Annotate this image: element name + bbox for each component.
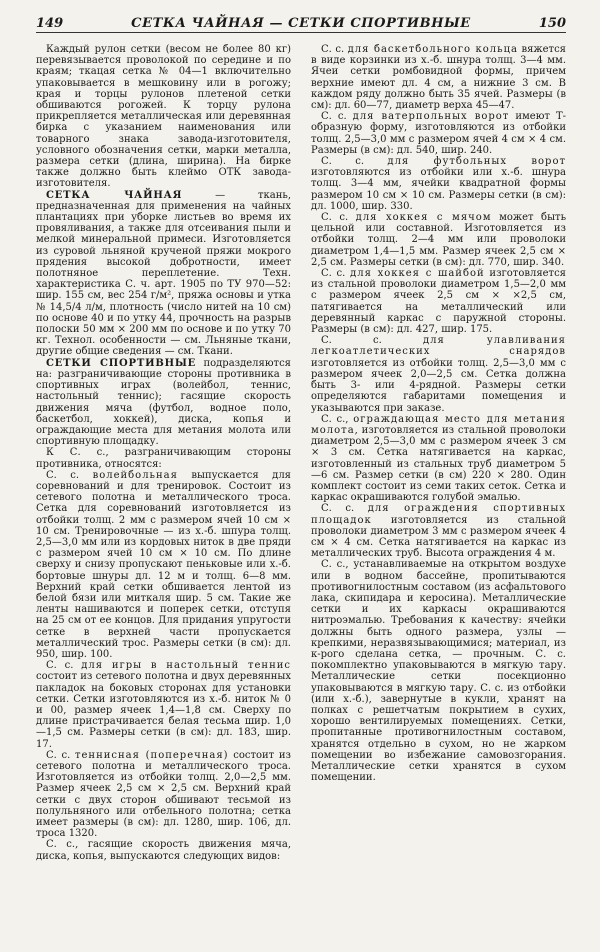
paragraph-text: , изготовляется из стальной проволоки диаметром 2,5—3,0 мм с размером ячеек 3 см × 3 см. Сетка натягивается на каркас, изготовленный из стальных труб диаметром 5—6 см. Размер сетки (в см) 220 × 280. Один комплект состоит из семи таких сеток. Сетка и каркас окрашиваются голубой эмалью. [311, 424, 566, 504]
paragraph-text: состоит из сетевого полотна и двух деревянных пакладок на боковых сторонах для установки сетки. Сетки изготовляются из х.-б. ниток № 0 и 00, размер ячеек 1,4—1,8 см. Сверху по длине пристрачивается белая тесьма шир. 1,0—1,5 см. Размеры сетки (в см): дл. 183, шир. 17. [36, 671, 291, 750]
left-column [36, 44, 291, 940]
spaced-term: для хоккея с мячом [355, 212, 492, 224]
paragraph-text: вяжется в виде корзинки из х.-б. шнура толщ. 3—4 мм. Ячеи сетки ромбовидной формы, причем верхние имеют дл. 4 см, а нижние 3 см. В каждом ряду должно быть 35 ячей. Размеры (в см): дл. 60—77, диаметр верха 45—47. [311, 44, 566, 112]
spaced-term: для игры в настольный теннис [81, 660, 291, 672]
entry-lead: С. с. [46, 469, 93, 481]
paragraph [311, 44, 566, 111]
paragraph-text: — ткань, предназначенная для применения на чайных плантациях при уборке листьев во время их провяливания, а также для отсеивания пыли и мелкой минеральной примеси. Изготовляется из суровой льняной крученой пряжи мокрого прядения высокой добротности, имеет полотняное переплетение. Техн. характеристика С. ч. арт. 1905 по ТУ 970—52: шир. 155 см, вес 254 г/м², пряжа основы и утка № 14,5/4 л/м, плотность (число нитей на 10 см) по основе 40 и по утку 44, прочность на разрыв полоски 50 мм × 200 мм по основе и по утку 70 кг. Технол. особенности — см. Льняные ткани, другие общие сведения — см. Ткани. [36, 189, 291, 358]
paragraph-text: Каждый рулон сетки (весом не более 80 кг) перевязывается проволокой по середине и по краям; ткацая сетка № 04—1 включительно упаковывается в мешковину или в рогожу; края и торцы рулонов плетеной сетки обшиваются рогожей. К торцу рулона прикрепляется металлическая или деревянная бирка с указанием наименования или товарного знака завода-изготовителя, условного обозначения сетки, марки металла, размера сетки (длина, ширина). На бирке также должно быть клеймо ОТК завода-изготовителя. [36, 44, 291, 190]
paragraph [36, 447, 291, 469]
paragraph-text: может быть цельной или составной. Изготовляется из отбойки толщ. 2—4 мм или проволоки диаметром 1,4—1,5 мм. Размер ячеек 2,5 см × 2,5 см. Размеры сетки (в см): дл. 770, шир. 340. [311, 212, 566, 268]
page-number-left: 149 [36, 16, 64, 31]
right-column [311, 44, 566, 940]
paragraph [36, 470, 291, 660]
paragraph [36, 660, 291, 750]
paragraph [311, 414, 566, 504]
paragraph [36, 750, 291, 840]
paragraph-text: К С. с., разграничивающим стороны противника, относятся: [36, 447, 291, 470]
paragraph-text: имеют Т-образную форму, изготовляются из отбойки толщ. 2,5—3,0 мм с размером ячей 4 см × 4 см. Размеры (в см): дл. 540, шир. 240. [311, 111, 566, 156]
entry-lead: С. с. [321, 111, 353, 123]
paragraph-text: состоит из сетевого полотна и металлического троса. Изготовляется из отбойки толщ. 2,0—2,5 мм. Размер ячеек 2,5 см × 2,5 см. Верхний край сетки с двух сторон обшивают тесьмой из полульняного или отбельного полотна; сетка имеет размеры (в см): дл. 1280, шир. 106, дл. троса 1320. [36, 749, 291, 840]
paragraph [36, 190, 291, 358]
entry-headword: СЕТКИ СПОРТИВНЫЕ [46, 357, 197, 369]
paragraph [36, 839, 291, 861]
paragraph-text: изготовляется из стальной проволоки диаметром 3 мм с размером ячеек 4 см × 4 см. Сетка натягивается на каркас из металлических труб. Высота ограждения 4 м. [311, 514, 566, 560]
entry-lead: С. с. [321, 156, 388, 168]
running-header [36, 12, 566, 33]
spaced-term: ограждающая место для метания молота [311, 413, 566, 436]
paragraph [311, 111, 566, 156]
entry-lead: С. с. [321, 268, 351, 280]
entry-lead: С. с. [321, 503, 368, 515]
running-title: СЕТКА ЧАЙНАЯ — СЕТКИ СПОРТИВНЫЕ [131, 16, 471, 31]
spaced-term: для улавливания легкоатлетических снарядов [311, 335, 566, 358]
entry-lead: С. с. [321, 212, 356, 224]
paragraph-text: изготовляются из отбойки или х.-б. шнура толщ. 3—4 мм, ячейки квадратной формы размером 10 см × 10 см. Размеры сетки (в см): дл. 1000, шир. 330. [311, 167, 566, 212]
paragraph [36, 358, 291, 448]
entry-lead: С. с. [321, 44, 348, 55]
paragraph [311, 503, 566, 559]
spaced-term: для хоккея с шайбой [350, 268, 485, 280]
spaced-term: для ограждения спортивных площадок [311, 503, 566, 526]
paragraph [311, 212, 566, 268]
paragraph [36, 44, 291, 190]
paragraph [311, 335, 566, 413]
entry-lead: С. с. [46, 749, 75, 761]
paragraph [311, 559, 566, 783]
paragraph-text: С. с., гасящие скорость движения мяча, диска, копья, выпускаются следующих видов: [36, 839, 291, 862]
paragraph-text: изготовляется из стальной проволоки диаметром 1,5—2,0 мм с размером ячеек 2,5 см × ×2,5 см, патягивается на металлический или деревянный каркас с паружной стороны. Размеры (в см): дл. 427, шир. 175. [311, 268, 566, 336]
entry-lead: С. с. [46, 660, 82, 672]
spaced-term: для ватерпольных ворот [352, 111, 510, 123]
paragraph-text: изготовляется из отбойки толщ. 2,5—3,0 мм с размером ячеек 2,0—2,5 см. Сетка должна быть 3- или 4-рядной. Размеры сетки определяются габаритами помещения и указываются при заказе. [311, 357, 566, 414]
spaced-term: для футбольных ворот [387, 156, 566, 168]
paragraph [311, 156, 566, 212]
spaced-term: волейбольная [92, 469, 178, 481]
entry-lead: С. с., [321, 413, 354, 425]
entry-lead: С. с. [321, 335, 423, 347]
paragraph [311, 268, 566, 335]
spaced-term: теннисная (поперечная) [74, 749, 229, 761]
spaced-term: для баскетбольного кольца [347, 44, 518, 55]
page-number-right: 150 [538, 16, 566, 31]
paragraph-text: С. с., устанавливаемые на открытом воздухе или в водном бассейне, пропитываются противогнилостным составом (из асфальтового лака, скипидара и керосина). Металлические сетки и их каркасы окрашиваются нитроэмалью. Требования к качеству: ячейки должны быть одного размера, узлы — крепкими, неразвязывающимися; материал, из к-рого сделана сетка, — прочным. С. с. покомплектно упаковываются в мягкую тару. Металлические сетки посекционно упаковываются в мягкую тару. С. с. из отбойки (или х.-б.), завернутые в кукли, хранят на полках с решетчатым покрытием в сухих, хорошо вентилируемых помещениях. Сетки, пропитанные противогнилостным составом, хранятся отдельно в сухом, но не жарком помещении во избежание самовозгорания. Металлические сетки хранятся в сухом помещении. [311, 559, 566, 784]
paragraph-text: подразделяются на: разграничивающие стороны противника в спортивных играх (волейбол, теннис, настольный теннис); гасящие скорость движения мяча (футбол, водное поло, баскетбол, хоккей), диска, копья и ограждающие места для метания молота или спортивную площадку. [36, 357, 291, 448]
entry-headword: СЕТКА ЧАЙНАЯ [46, 189, 183, 201]
paragraph-text: выпускается для соревнований и для тренировок. Состоит из сетевого полотна и металлического троса. Сетка для соревнований изготовляется из отбойки толщ. 2 мм с размером ячей 10 см × 10 см. Тренировочные — из х.-б. шпура толщ. 2,5—3,0 мм или из кордовых ниток в две пряди с размером ячей 10 см × 10 см. По длине сверху и снизу пропускают пеньковые или х.-б. бортовые шнуры дл. 12 м и толщ. 6—8 мм. Верхний край сетки обшивается лентой из белой бязи или миткаля шир. 5 см. Такие же ленты нашиваются и поперек сетки, отступя на 25 см от ее концов. Для придания упругости сетке в верхней части пропускается металлический трос. Размеры сетки (в см): дл. 950, шир. 100. [36, 469, 291, 660]
